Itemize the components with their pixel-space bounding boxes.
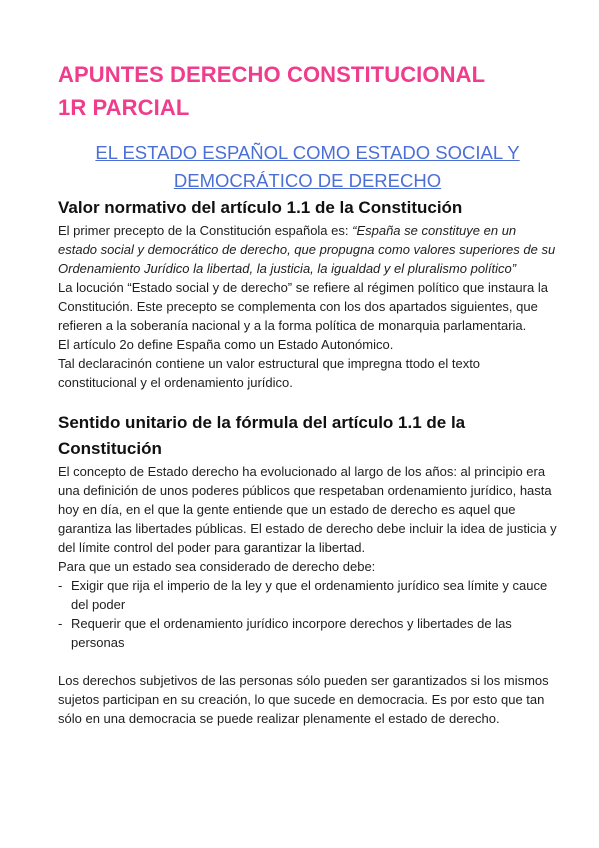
paragraph-declaracion: Tal declaracinón contiene un valor estructural que impregna ttodo el texto constitucional y el ordenamiento jurídico. bbox=[58, 356, 481, 390]
paragraph-locucion: La locución “Estado social y de derecho” se refiere al régimen político que instaura la Constitución. Este precepto se complementa con los dos apartados siguientes, que refieren a la soberanía nacional y a la forma política de monarquia parlamentaria. bbox=[58, 280, 548, 333]
section-title bbox=[58, 139, 557, 195]
section-title-line2: DEMOCRÁTICO DE DERECHO bbox=[173, 170, 442, 191]
list-item bbox=[58, 576, 557, 614]
requirements-list bbox=[58, 576, 557, 652]
spacer bbox=[58, 652, 557, 671]
constitution-quote: “España se constituye en un estado social y democrático de derecho, que propugna como valores superiores de su Ordenamiento Jurídico la libertad, la justicia, la igualdad y el pluralismo político” bbox=[58, 223, 556, 276]
list-intro: Para que un estado sea considerado de derecho debe: bbox=[58, 559, 376, 574]
document-title-line2: 1R PARCIAL bbox=[58, 95, 190, 120]
list-item bbox=[58, 614, 557, 652]
section-title-line1: EL ESTADO ESPAÑOL COMO ESTADO SOCIAL Y bbox=[95, 142, 520, 163]
dash-bullet: - bbox=[58, 578, 63, 593]
heading-sentido-unitario: Sentido unitario de la fórmula del artículo 1.1 de la Constitución bbox=[58, 413, 466, 458]
dash-bullet: - bbox=[58, 616, 63, 631]
paragraph-concepto-estado: El concepto de Estado derecho ha evolucionado al largo de los años: al principio era una definición de unos poderes públicos que respetaban ordenamiento jurídico, hasta hoy en día, en el que la gente entiende que un estado de derecho es aquel que garantiza las libertades públicas. El estado de derecho debe incluir la idea de justicia y del límite control del poder para garantizar la libertad. bbox=[58, 464, 557, 555]
document-title bbox=[58, 58, 557, 124]
intro-text: El primer precepto de la Constitución española es: bbox=[58, 223, 353, 238]
paragraph-derechos-subjetivos: Los derechos subjetivos de las personas sólo pueden ser garantizados si los mismos sujetos participan en su creación, lo que sucede en democracia. Es por esto que tan sólo en una democracia se puede realizar plenamente el estado de derecho. bbox=[58, 673, 549, 726]
paragraph-primer-precepto bbox=[58, 221, 557, 278]
paragraph-articulo-2: El artículo 2o define España como un Estado Autonómico. bbox=[58, 337, 394, 352]
list-item-text: Exigir que rija el imperio de la ley y que el ordenamiento jurídico sea límite y cauce del poder bbox=[71, 578, 548, 612]
document-title-line1: APUNTES DERECHO CONSTITUCIONAL bbox=[58, 62, 486, 87]
heading-valor-normativo: Valor normativo del artículo 1.1 de la Constitución bbox=[58, 198, 463, 217]
list-item-text: Requerir que el ordenamiento jurídico incorpore derechos y libertades de las personas bbox=[71, 616, 512, 650]
